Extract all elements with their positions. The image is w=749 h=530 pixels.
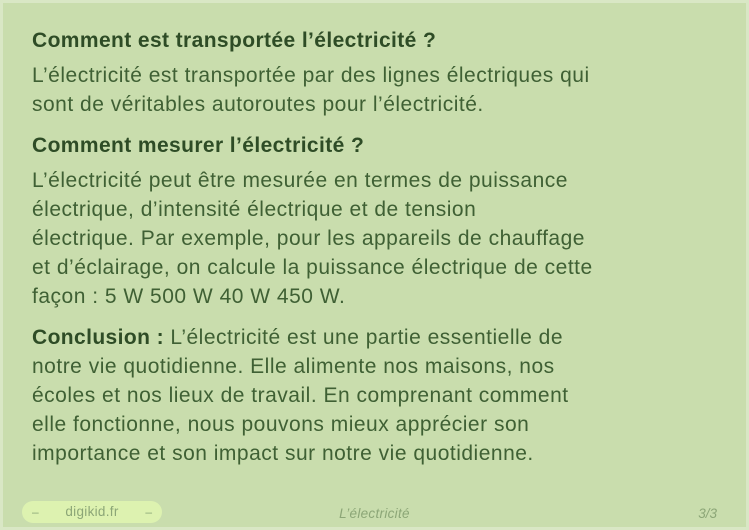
text-line: écoles et nos lieux de travail. En comprenant comment: [32, 384, 569, 407]
dash-icon: –: [32, 505, 39, 519]
conclusion-label: Conclusion :: [32, 326, 164, 349]
slide-footer: [0, 500, 749, 526]
text-line: électrique. Par exemple, pour les appareils de chauffage: [32, 227, 585, 250]
slide-title: L’électricité: [339, 505, 410, 521]
section-heading-transport: Comment est transportée l’électricité ?: [32, 29, 437, 52]
text-line: importance et son impact sur notre vie quotidienne.: [32, 442, 534, 465]
conclusion-line: L’électricité est une partie essentielle de: [170, 326, 564, 349]
page-indicator: 3/3: [698, 505, 717, 521]
paragraph-measure: [32, 166, 729, 311]
dash-icon: –: [145, 505, 152, 519]
paragraph-transport: [32, 61, 729, 119]
text-line: façon : 5 W 500 W 40 W 450 W.: [32, 285, 346, 308]
text-line: L’électricité peut être mesurée en termes de puissance: [32, 169, 568, 192]
text-line: et d’éclairage, on calcule la puissance électrique de cette: [32, 256, 593, 279]
section-heading-measure: Comment mesurer l’électricité ?: [32, 134, 365, 157]
text-line: [32, 323, 729, 352]
paragraph-conclusion: [32, 323, 729, 468]
text-line: sont de véritables autoroutes pour l’électricité.: [32, 93, 484, 116]
text-line: électrique, d’intensité électrique et de tension: [32, 198, 477, 221]
brand-label: digikid.fr: [65, 504, 119, 519]
slide-content: [32, 26, 729, 480]
text-line: L’électricité est transportée par des lignes électriques qui: [32, 64, 590, 87]
text-line: notre vie quotidienne. Elle alimente nos maisons, nos: [32, 355, 555, 378]
text-line: elle fonctionne, nous pouvons mieux apprécier son: [32, 413, 530, 436]
